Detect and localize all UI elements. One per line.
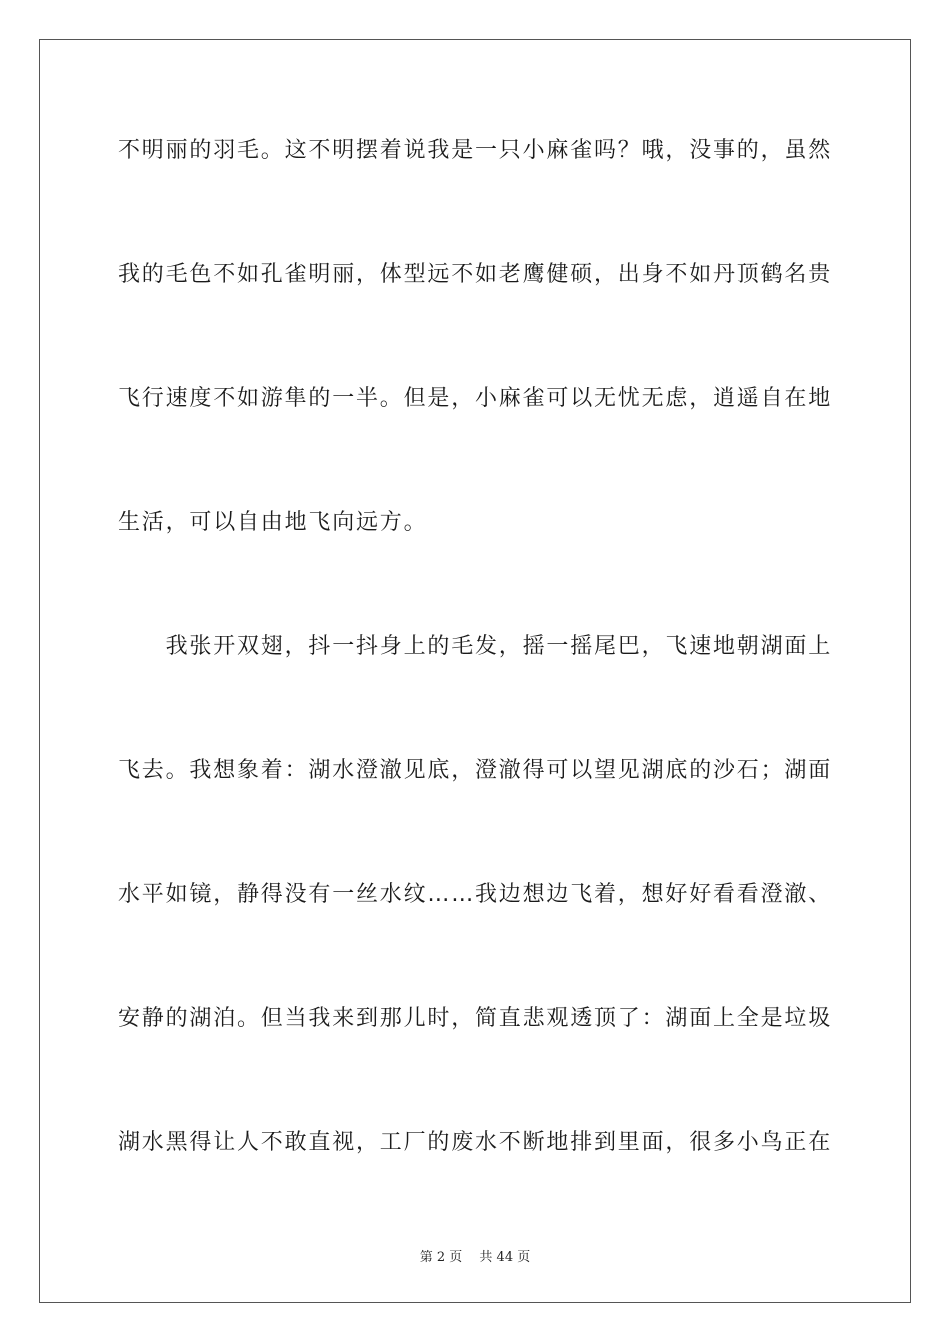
body-text-line-9: 湖水黑得让人不敢直视，工厂的废水不断地排到里面，很多小鸟正在 <box>118 1130 833 1155</box>
body-text-line-4: 生活，可以自由地飞向远方。 <box>118 510 428 535</box>
body-text-line-2: 我的毛色不如孔雀明丽，体型远不如老鹰健硕，出身不如丹顶鹤名贵 <box>118 262 833 287</box>
body-text-line-6: 飞去。我想象着：湖水澄澈见底，澄澈得可以望见湖底的沙石；湖面 <box>118 758 833 783</box>
page-border <box>39 39 911 1303</box>
body-text-line-8: 安静的湖泊。但当我来到那儿时，简直悲观透顶了：湖面上全是垃圾 <box>118 1006 833 1031</box>
body-text-line-1: 不明丽的羽毛。这不明摆着说我是一只小麻雀吗？哦，没事的，虽然 <box>118 138 833 163</box>
page-number-footer: 第 2 页 共 44 页 <box>419 1250 531 1265</box>
body-text-line-7: 水平如镜，静得没有一丝水纹……我边想边飞着，想好好看看澄澈、 <box>118 882 833 907</box>
body-text-line-5: 我张开双翅，抖一抖身上的毛发，摇一摇尾巴，飞速地朝湖面上 <box>118 634 833 659</box>
body-text-line-3: 飞行速度不如游隼的一半。但是，小麻雀可以无忧无虑，逍遥自在地 <box>118 386 833 411</box>
